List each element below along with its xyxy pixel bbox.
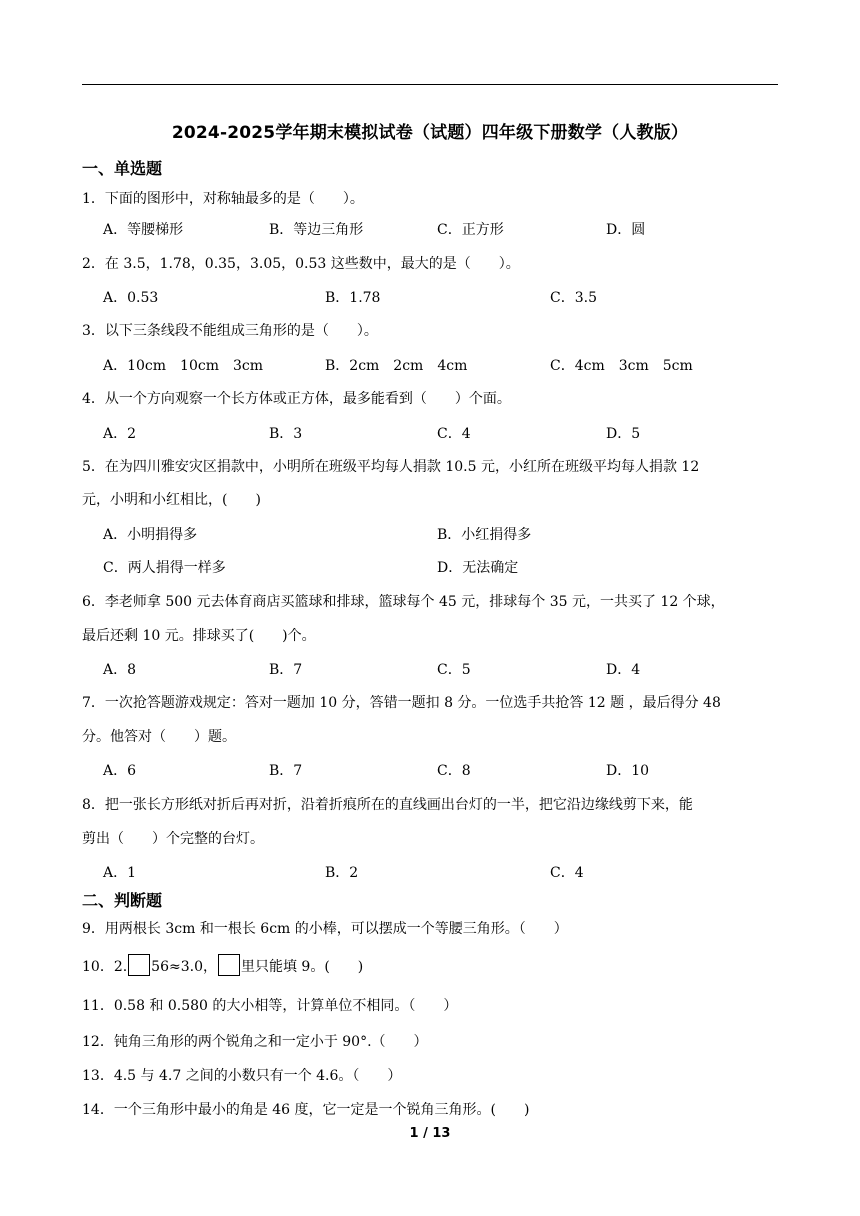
- question-2-option-c: C．3.5: [550, 290, 597, 306]
- question-5-stem-line-2: 元，小明和小红相比，( ): [82, 492, 261, 508]
- question-10-part-3: 里只能填 9。( ): [240, 959, 364, 975]
- question-13: 13．4.5 与 4.7 之间的小数只有一个 4.6。（ ）: [82, 1068, 402, 1084]
- question-4-option-b: B．3: [269, 426, 303, 442]
- question-8-stem-line-2: 剪出（ ）个完整的台灯。: [82, 831, 264, 847]
- page-number: 1 / 13: [409, 1126, 451, 1141]
- question-1-option-d: D．圆: [606, 222, 646, 238]
- question-3-option-b: B．2cm 2cm 4cm: [325, 358, 468, 374]
- question-1-option-b: B．等边三角形: [269, 222, 364, 238]
- question-5-option-a: A．小明捐得多: [103, 527, 198, 543]
- question-7-option-d: D．10: [606, 763, 650, 779]
- question-8-option-c: C．4: [550, 865, 584, 881]
- blank-box: [128, 954, 150, 976]
- question-2-option-a: A．0.53: [103, 290, 159, 306]
- header-rule: [82, 84, 778, 85]
- question-4-option-d: D．5: [606, 426, 641, 442]
- blank-box: [218, 954, 240, 976]
- question-4-option-c: C．4: [437, 426, 471, 442]
- question-7-stem-line-1: 7．一次抢答题游戏规定：答对一题加 10 分，答错一题扣 8 分。一位选手共抢答 12 题 ，最后得分 48: [82, 695, 721, 711]
- question-6-option-d: D．4: [606, 662, 641, 678]
- question-10: [82, 956, 363, 978]
- question-5-option-b: B．小红捐得多: [437, 527, 532, 543]
- question-4-option-a: A．2: [103, 426, 137, 442]
- question-10-part-2: 56≈3.0，: [151, 959, 217, 975]
- question-1-option-a: A．等腰梯形: [103, 222, 184, 238]
- question-5-option-c: C．两人捐得一样多: [103, 560, 226, 576]
- question-1-option-c: C．正方形: [437, 222, 504, 238]
- question-6-option-b: B．7: [269, 662, 303, 678]
- question-7-stem-line-2: 分。他答对（ ）题。: [82, 729, 236, 745]
- question-7-option-c: C．8: [437, 763, 471, 779]
- question-8-option-a: A．1: [103, 865, 137, 881]
- question-11: 11．0.58 和 0.580 的大小相等，计算单位不相同。（ ）: [82, 998, 458, 1014]
- section-heading-single-choice: 一、单选题: [82, 159, 163, 178]
- question-4-stem: 4．从一个方向观察一个长方体或正方体，最多能看到（ ）个面。: [82, 391, 511, 407]
- question-6-stem-line-1: 6．李老师拿 500 元去体育商店买篮球和排球，篮球每个 45 元，排球每个 35 元，一共买了 12 个球，: [82, 594, 725, 610]
- question-14: 14．一个三角形中最小的角是 46 度，它一定是一个锐角三角形。( ): [82, 1102, 530, 1118]
- section-heading-true-false: 二、判断题: [82, 891, 163, 910]
- question-3-option-a: A．10cm 10cm 3cm: [103, 358, 263, 374]
- question-6-stem-line-2: 最后还剩 10 元。排球买了( )个。: [82, 628, 316, 644]
- question-3-option-c: C．4cm 3cm 5cm: [550, 358, 693, 374]
- question-6-option-c: C．5: [437, 662, 471, 678]
- question-12: 12．钝角三角形的两个锐角之和一定小于 90°.（ ）: [82, 1034, 428, 1050]
- question-2-option-b: B．1.78: [325, 290, 381, 306]
- document-title: 2024-2025学年期末模拟试卷（试题）四年级下册数学（人教版）: [171, 123, 689, 143]
- question-9: 9．用两根长 3cm 和一根长 6cm 的小棒，可以摆成一个等腰三角形。（ ）: [82, 921, 568, 937]
- question-7-option-b: B．7: [269, 763, 303, 779]
- question-8-option-b: B．2: [325, 865, 359, 881]
- question-10-part-1: 10．2.: [82, 959, 128, 975]
- question-5-option-d: D．无法确定: [437, 560, 519, 576]
- question-5-stem-line-1: 5．在为四川雅安灾区捐款中，小明所在班级平均每人捐款 10.5 元，小红所在班级平均每人捐款 12: [82, 459, 700, 475]
- question-8-stem-line-1: 8．把一张长方形纸对折后再对折，沿着折痕所在的直线画出台灯的一半，把它沿边缘线剪下来，能: [82, 797, 693, 813]
- question-2-stem: 2．在 3.5，1.78，0.35，3.05，0.53 这些数中，最大的是（ ）。: [82, 256, 520, 272]
- question-3-stem: 3．以下三条线段不能组成三角形的是（ ）。: [82, 323, 378, 339]
- question-6-option-a: A．8: [103, 662, 137, 678]
- question-1-stem: 1．下面的图形中，对称轴最多的是（ ）。: [82, 191, 364, 207]
- question-7-option-a: A．6: [103, 763, 137, 779]
